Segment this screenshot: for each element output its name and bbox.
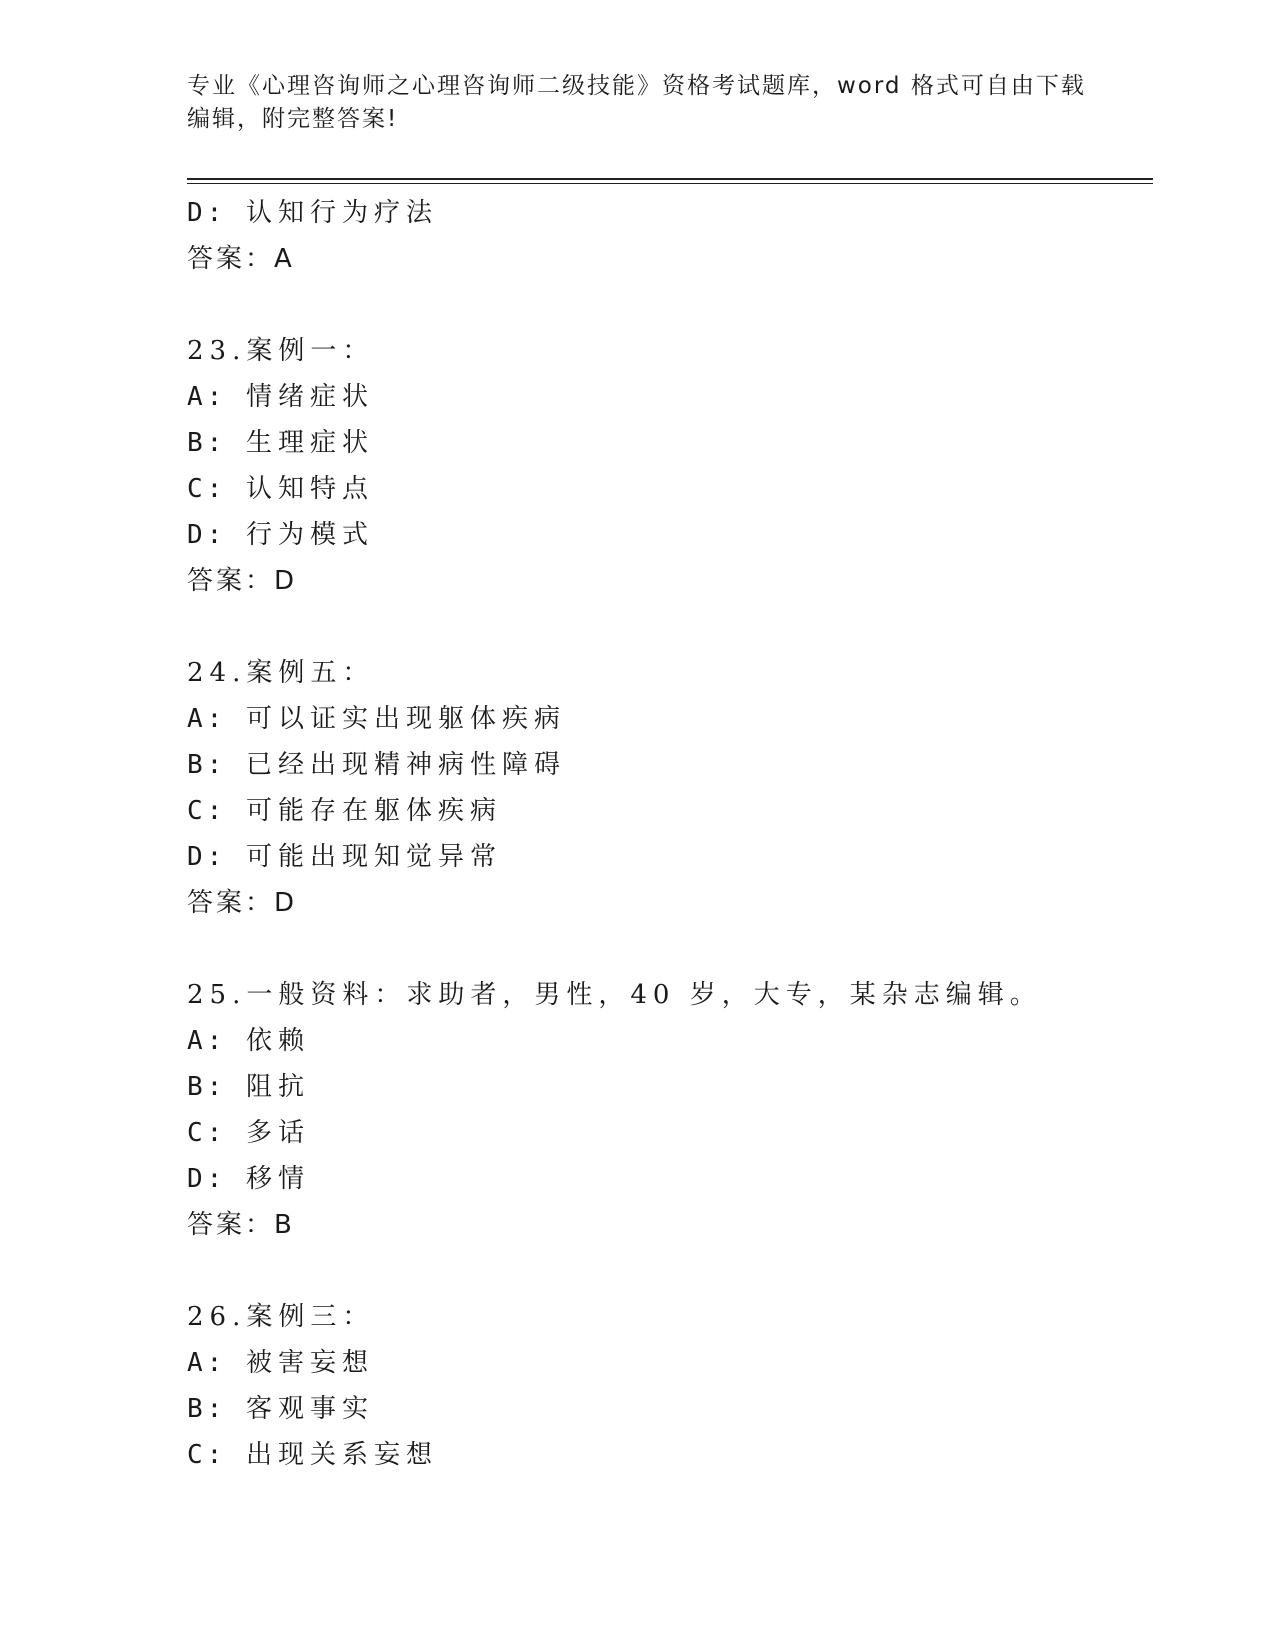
question-block (187, 1294, 1167, 1478)
option-prefix: B: (187, 1394, 227, 1424)
option-prefix: A: (187, 704, 227, 734)
header-divider-thin (187, 183, 1153, 184)
option-text: 行为模式 (245, 520, 374, 550)
option-prefix: B: (187, 1072, 227, 1102)
option-text: 认知特点 (245, 474, 374, 504)
option-text: 移情 (245, 1164, 310, 1194)
option-line (187, 1340, 1167, 1386)
option-prefix: D: (187, 198, 227, 228)
question-title: 23.案例一： (187, 336, 375, 366)
option-prefix: D: (187, 520, 227, 550)
option-line (187, 742, 1167, 788)
option-line (187, 834, 1167, 880)
option-line (187, 788, 1167, 834)
option-prefix: C: (187, 1440, 227, 1470)
option-prefix: B: (187, 428, 227, 458)
question-block (187, 972, 1167, 1248)
option-text: 认知行为疗法 (245, 198, 438, 228)
option-text: 可能出现知觉异常 (245, 842, 502, 872)
option-prefix: D: (187, 1164, 227, 1194)
option-text: 被害妄想 (245, 1348, 374, 1378)
question-title: 26.案例三： (187, 1302, 375, 1332)
option-text: 多话 (245, 1118, 310, 1148)
option-text: 阻抗 (245, 1072, 310, 1102)
header-line-2: 编辑，附完整答案! (187, 106, 399, 132)
answer-line: 答案：D (187, 566, 298, 596)
option-prefix: A: (187, 1348, 227, 1378)
question-title: 24.案例五： (187, 658, 375, 688)
option-line (187, 1386, 1167, 1432)
option-prefix: C: (187, 796, 227, 826)
answer-line: 答案：D (187, 888, 298, 918)
option-text: 生理症状 (245, 428, 374, 458)
option-text: 可能存在躯体疾病 (245, 796, 502, 826)
option-text: 可以证实出现躯体疾病 (245, 704, 566, 734)
question-title: 25.一般资料：求助者，男性，40 岁，大专，某杂志编辑。 (187, 980, 1042, 1010)
option-line (187, 1432, 1167, 1478)
header-line-1: 专业《心理咨询师之心理咨询师二级技能》资格考试题库，word 格式可自由下载 (187, 73, 1086, 99)
header-divider-thick (187, 178, 1153, 180)
option-prefix: A: (187, 1026, 227, 1056)
option-text: 已经出现精神病性障碍 (245, 750, 566, 780)
option-text: 依赖 (245, 1026, 310, 1056)
answer-line: 答案：A (187, 244, 295, 274)
document-header (187, 70, 1087, 136)
option-line (187, 420, 1167, 466)
option-line (187, 696, 1167, 742)
question-list (187, 190, 1167, 1478)
option-text: 出现关系妄想 (245, 1440, 438, 1470)
option-text: 情绪症状 (245, 382, 374, 412)
option-line (187, 374, 1167, 420)
option-line (187, 1156, 1167, 1202)
answer-line: 答案：B (187, 1210, 295, 1240)
question-block (187, 650, 1167, 926)
option-line (187, 190, 1167, 236)
option-prefix: A: (187, 382, 227, 412)
option-text: 客观事实 (245, 1394, 374, 1424)
question-block (187, 190, 1167, 282)
option-prefix: B: (187, 750, 227, 780)
option-prefix: D: (187, 842, 227, 872)
option-prefix: C: (187, 1118, 227, 1148)
option-line (187, 466, 1167, 512)
option-line (187, 1110, 1167, 1156)
question-block (187, 328, 1167, 604)
option-line (187, 1018, 1167, 1064)
option-line (187, 1064, 1167, 1110)
option-line (187, 512, 1167, 558)
option-prefix: C: (187, 474, 227, 504)
